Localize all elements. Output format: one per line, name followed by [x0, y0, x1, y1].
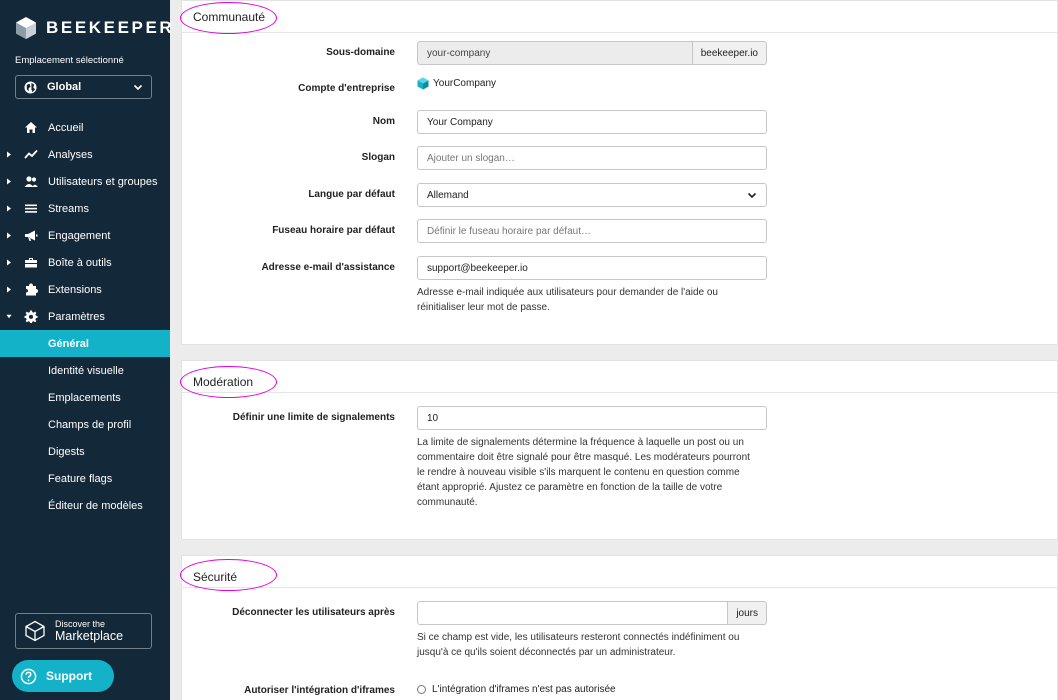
- sidebar-item-label: Engagement: [48, 229, 111, 242]
- sidebar-item-label: Streams: [48, 202, 89, 215]
- help-line: Adresse e-mail indiquée aux utilisateurs pour demander de l'aide ou: [417, 287, 718, 298]
- toolbox-icon: [24, 256, 38, 269]
- users-icon: [24, 175, 38, 188]
- moderation-title: Modération: [193, 375, 254, 389]
- sidebar-subitem-identite-visuelle[interactable]: [0, 357, 170, 384]
- sidebar-subitem-label: Éditeur de modèles: [48, 499, 143, 512]
- logout-days-suffix: jours: [728, 601, 767, 625]
- sidebar-item-label: Extensions: [48, 283, 102, 296]
- subdomain-input[interactable]: [417, 41, 693, 65]
- marketplace-line1: Discover the: [55, 618, 106, 629]
- sidebar-subitem-feature-flags[interactable]: [0, 465, 170, 492]
- sidebar-subitem-emplacements[interactable]: [0, 384, 170, 411]
- sidebar-item-boite-a-outils[interactable]: [0, 249, 170, 276]
- moderation-card-header: [182, 361, 1057, 393]
- chevron-down-icon: [133, 82, 143, 92]
- sidebar-item-label: Boîte à outils: [48, 256, 112, 269]
- location-label: Emplacement sélectionné: [15, 55, 124, 66]
- caret-right-icon: [6, 286, 12, 293]
- logout-days-input[interactable]: [417, 601, 728, 625]
- caret-right-icon: [6, 178, 12, 185]
- timezone-input[interactable]: [417, 219, 767, 243]
- help-line: le rendre à nouveau visible s'ils marquent le contenu en question comme: [417, 467, 740, 478]
- sidebar-subitem-editeur-de-modeles[interactable]: [0, 492, 170, 519]
- sidebar-item-label: Analyses: [48, 148, 93, 161]
- brand-name: BEEKEEPER: [46, 18, 175, 37]
- name-label: Nom: [372, 116, 395, 127]
- sidebar-subitem-label: Emplacements: [48, 391, 121, 404]
- radio-button[interactable]: [417, 685, 426, 694]
- sidebar-nav: [0, 114, 170, 519]
- help-line: La limite de signalements détermine la fréquence à laquelle un post ou un: [417, 437, 744, 448]
- marketplace-button[interactable]: [15, 613, 152, 649]
- main-content: [170, 0, 1058, 700]
- question-circle-icon: [20, 668, 37, 685]
- subdomain-label: Sous-domaine: [326, 47, 395, 58]
- iframes-radio[interactable]: [417, 684, 616, 695]
- puzzle-icon: [24, 283, 38, 296]
- sidebar-item-utilisateurs-et-groupes[interactable]: [0, 168, 170, 195]
- marketplace-line2: Marketplace: [55, 628, 124, 643]
- slogan-label: Slogan: [361, 152, 395, 163]
- security-card: [181, 555, 1058, 700]
- help-line: Si ce champ est vide, les utilisateurs resteront connectés indéfiniment ou: [417, 632, 740, 643]
- help-line: communauté.: [417, 497, 478, 508]
- report-limit-input[interactable]: [417, 406, 767, 430]
- community-card: [181, 0, 1058, 345]
- sidebar-item-accueil[interactable]: [0, 114, 170, 141]
- company-account-label: Compte d'entreprise: [298, 83, 395, 94]
- sidebar-item-engagement[interactable]: [0, 222, 170, 249]
- support-button[interactable]: [12, 660, 114, 692]
- caret-right-icon: [6, 205, 12, 212]
- company-account-value: [417, 77, 496, 90]
- sidebar: [0, 0, 175, 700]
- brand-logo[interactable]: [15, 15, 174, 41]
- logout-help: [417, 630, 767, 660]
- subdomain-suffix: beekeeper.io: [693, 41, 767, 65]
- sidebar-item-label: Paramètres: [48, 310, 105, 323]
- support-label: Support: [46, 669, 92, 683]
- analytics-icon: [24, 148, 38, 161]
- support-email-label: Adresse e-mail d'assistance: [261, 262, 395, 273]
- sidebar-item-parametres[interactable]: [0, 303, 170, 330]
- location-select[interactable]: [15, 75, 152, 99]
- globe-icon: [24, 81, 37, 94]
- location-value: Global: [47, 81, 82, 93]
- beekeeper-logo-icon: [15, 16, 37, 40]
- megaphone-icon: [24, 229, 38, 242]
- help-line: commentaire doit être signalé pour être masqué. Les modérateurs pourront: [417, 452, 750, 463]
- sidebar-subitem-label: Identité visuelle: [48, 364, 124, 377]
- sidebar-item-label: Accueil: [48, 121, 84, 134]
- sidebar-subitem-label: Digests: [48, 445, 85, 458]
- caret-right-icon: [6, 232, 12, 239]
- community-title: Communauté: [193, 10, 266, 24]
- language-select[interactable]: [417, 183, 767, 207]
- help-line: jusqu'à ce qu'ils soient déconnectés par un administrateur.: [417, 647, 676, 658]
- sidebar-item-label: Utilisateurs et groupes: [48, 175, 158, 188]
- caret-down-icon: [6, 313, 12, 320]
- help-line: réinitialiser leur mot de passe.: [417, 302, 550, 313]
- security-card-header: [182, 556, 1057, 588]
- name-input[interactable]: [417, 110, 767, 134]
- support-email-help: [417, 285, 767, 315]
- sidebar-item-extensions[interactable]: [0, 276, 170, 303]
- logout-group: [417, 601, 767, 625]
- language-label: Langue par défaut: [308, 189, 395, 200]
- timezone-label: Fuseau horaire par défaut: [272, 225, 395, 236]
- report-limit-help: [417, 435, 767, 510]
- security-title: Sécurité: [193, 570, 238, 584]
- slogan-input[interactable]: [417, 146, 767, 170]
- streams-icon: [24, 202, 38, 215]
- sidebar-subitem-label: Feature flags: [48, 472, 113, 485]
- logout-label: Déconnecter les utilisateurs après: [232, 607, 395, 618]
- cube-icon: [24, 620, 46, 642]
- community-card-header: [182, 1, 1057, 33]
- sidebar-item-analyses[interactable]: [0, 141, 170, 168]
- iframes-label: Autoriser l'intégration d'iframes: [244, 685, 395, 696]
- help-line: étant approprié. Ajustez ce paramètre en fonction de la taille de votre: [417, 482, 723, 493]
- home-icon: [24, 121, 38, 134]
- caret-right-icon: [6, 259, 12, 266]
- gear-icon: [24, 310, 38, 323]
- moderation-card: [181, 360, 1058, 540]
- sidebar-subitem-digests[interactable]: [0, 438, 170, 465]
- sidebar-subitem-label: Champs de profil: [48, 418, 132, 431]
- company-logo-icon: [417, 77, 429, 90]
- company-account-name: YourCompany: [433, 78, 497, 89]
- sidebar-item-streams[interactable]: [0, 195, 170, 222]
- language-value: Allemand: [427, 189, 469, 201]
- iframes-option-label: L'intégration d'iframes n'est pas autorisée: [432, 684, 616, 695]
- chevron-down-icon: [747, 190, 757, 200]
- subdomain-group: [417, 41, 767, 65]
- support-email-input[interactable]: [417, 256, 767, 280]
- sidebar-subitem-general[interactable]: [0, 330, 170, 357]
- report-limit-label: Définir une limite de signalements: [232, 412, 395, 423]
- sidebar-subitem-champs-de-profil[interactable]: [0, 411, 170, 438]
- sidebar-subitem-label: Général: [48, 337, 89, 350]
- caret-right-icon: [6, 151, 12, 158]
